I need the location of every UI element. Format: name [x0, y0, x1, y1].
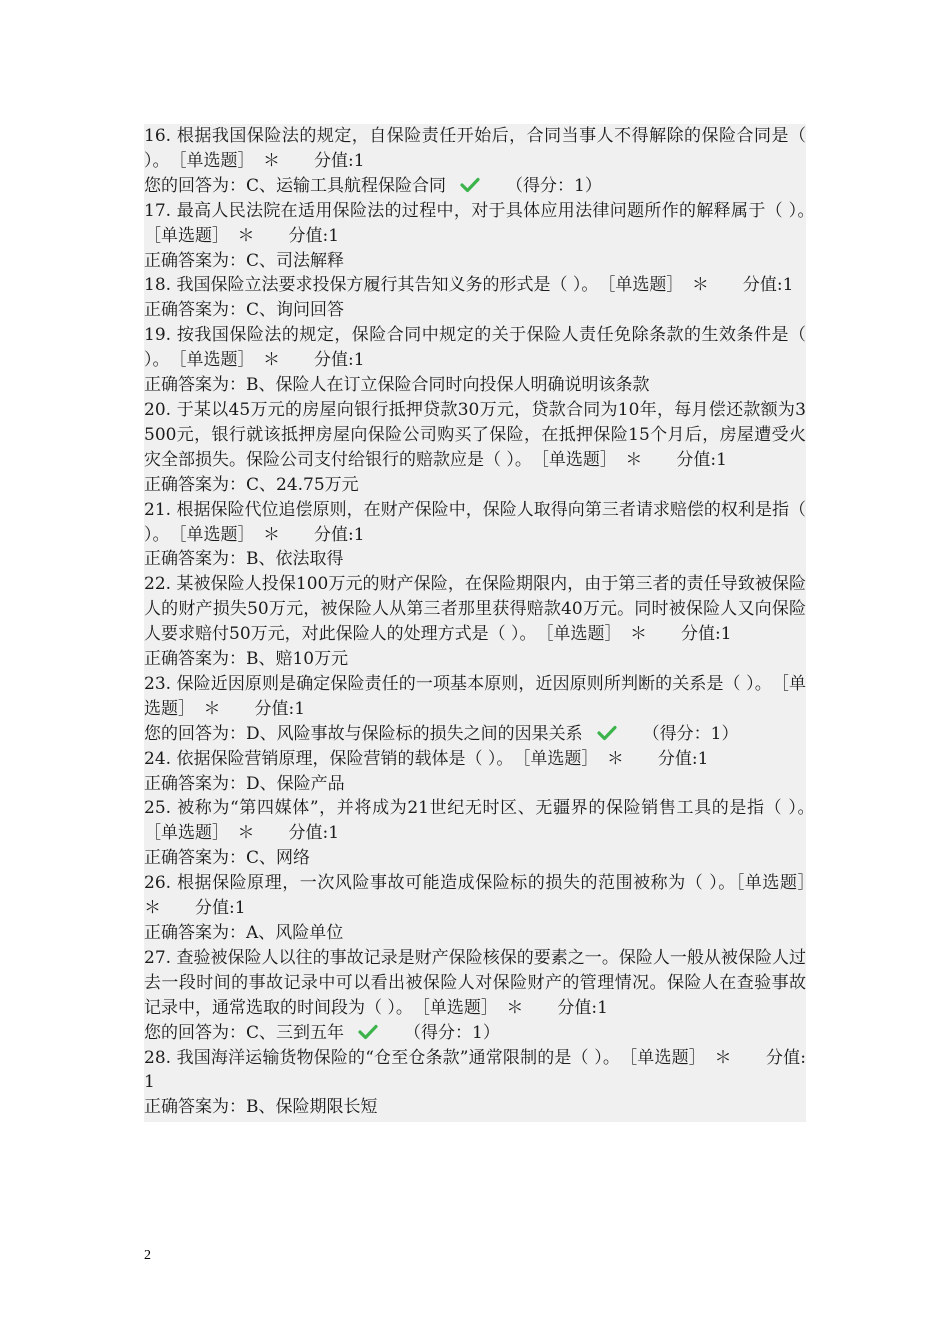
- question-item: [144, 747, 806, 797]
- question-text: 18. 我国保险立法要求投保方履行其告知义务的形式是（ ）。 ［单选题］ ＊ 分值:1: [144, 275, 794, 296]
- answer-text: 正确答案为：B、赔10万元: [144, 649, 349, 670]
- question-item: [144, 199, 823, 274]
- check-icon: [460, 177, 480, 193]
- answer-line: [144, 921, 806, 946]
- question-text: 23. 保险近因原则是确定保险责任的一项基本原则，近因原则所判断的关系是（ ）。 ［单选题］ ＊ 分值:1: [144, 673, 806, 719]
- answer-line: [144, 1095, 806, 1120]
- question-list: [144, 124, 823, 1122]
- answer-line: [144, 722, 806, 747]
- answer-text: 正确答案为：C、网络: [144, 848, 311, 869]
- answer-line: [144, 1021, 806, 1046]
- question-item: [144, 273, 806, 323]
- answer-text: 正确答案为：B、依法取得: [144, 549, 344, 570]
- question-text: 28. 我国海洋运输货物保险的“仓至仓条款”通常限制的是（ ）。 ［单选题］ ＊ 分值:1: [144, 1047, 806, 1093]
- answer-text: 您的回答为：C、三到五年: [144, 1022, 345, 1043]
- answer-line: [144, 647, 806, 672]
- check-icon: [597, 725, 617, 741]
- answer-text: 正确答案为：C、询问回答: [144, 300, 345, 321]
- question-text: 26. 根据保险原理，一次风险事故可能造成保险标的损失的范围被称为（ ）。［单选题］ ＊ 分值:1: [144, 873, 823, 919]
- answer-text: 正确答案为：C、司法解释: [144, 250, 345, 271]
- answer-line: [144, 473, 806, 498]
- page-number: 2: [144, 1248, 151, 1263]
- answer-line: [144, 547, 806, 572]
- question-text: 22. 某被保险人投保100万元的财产保险，在保险期限内，由于第三者的责任导致被保险人的财产损失50万元，被保险人从第三者那里获得赔款40万元。同时被保险人又向保险人要求赔付50万元，对此保险人的处理方式是（ ）。 ［单选题］ ＊ 分值:1: [144, 574, 806, 645]
- answer-line: [144, 772, 806, 797]
- answer-text: 您的回答为：D、风险事故与保险标的损失之间的因果关系: [144, 723, 583, 744]
- answer-line: [144, 249, 806, 274]
- answer-text: 正确答案为：C、24.75万元: [144, 474, 359, 495]
- question-text: 25. 被称为“第四媒体”，并将成为21世纪无时区、无疆界的保险销售工具的是指（ ）。 ［单选题］ ＊ 分值:1: [144, 798, 823, 844]
- answer-line: [144, 846, 806, 871]
- question-item: [144, 323, 806, 398]
- answer-text: 您的回答为：C、运输工具航程保险合同: [144, 175, 447, 196]
- score-text: （得分：1）: [506, 175, 602, 196]
- answer-line: [144, 298, 806, 323]
- answer-text: 正确答案为：A、风险单位: [144, 923, 344, 943]
- check-icon: [358, 1024, 378, 1040]
- question-item: [144, 398, 806, 498]
- question-text: 21. 根据保险代位追偿原则，在财产保险中，保险人取得向第三者请求赔偿的权利是指（ ）。 ［单选题］ ＊ 分值:1: [144, 499, 806, 545]
- answer-line: [144, 174, 806, 199]
- question-item: [144, 1046, 806, 1121]
- question-item: [144, 124, 806, 199]
- question-item: [144, 871, 823, 946]
- question-item: [144, 672, 806, 747]
- question-item: [144, 796, 823, 871]
- answer-text: 正确答案为：B、保险人在订立保险合同时向投保人明确说明该条款: [144, 375, 650, 396]
- question-text: 16. 根据我国保险法的规定，自保险责任开始后，合同当事人不得解除的保险合同是（ ）。 ［单选题］ ＊ 分值:1: [144, 126, 806, 171]
- answer-text: 正确答案为：B、保险期限长短: [144, 1097, 378, 1118]
- question-item: [144, 946, 806, 1046]
- question-text: 19. 按我国保险法的规定，保险合同中规定的关于保险人责任免除条款的生效条件是（ ）。 ［单选题］ ＊ 分值:1: [144, 325, 806, 371]
- answer-line: [144, 373, 806, 398]
- question-text: 17. 最高人民法院在适用保险法的过程中，对于具体应用法律问题所作的解释属于（ ）。 ［单选题］ ＊ 分值:1: [144, 200, 823, 246]
- question-text: 27. 查验被保险人以往的事故记录是财产保险核保的要素之一。保险人一般从被保险人过去一段时间的事故记录中可以看出被保险人对保险财产的管理情况。保险人在查验事故记录中，通常选取的时间段为（ ）。 ［单选题］ ＊ 分值:1: [144, 947, 806, 1018]
- score-text: （得分：1）: [404, 1022, 500, 1043]
- question-text: 24. 依据保险营销原理，保险营销的载体是（ ）。 ［单选题］ ＊ 分值:1: [144, 748, 709, 769]
- question-item: [144, 498, 806, 573]
- question-item: [144, 572, 806, 672]
- question-text: 20. 于某以45万元的房屋向银行抵押贷款30万元，贷款合同为10年，每月偿还款额为3500元，银行就该抵押房屋向保险公司购买了保险，在抵押保险15个月后，房屋遭受火灾全部损失。保险公司支付给银行的赔款应是（ ）。 ［单选题］ ＊ 分值:1: [144, 399, 806, 470]
- answer-text: 正确答案为：D、保险产品: [144, 773, 345, 794]
- score-text: （得分：1）: [642, 723, 739, 744]
